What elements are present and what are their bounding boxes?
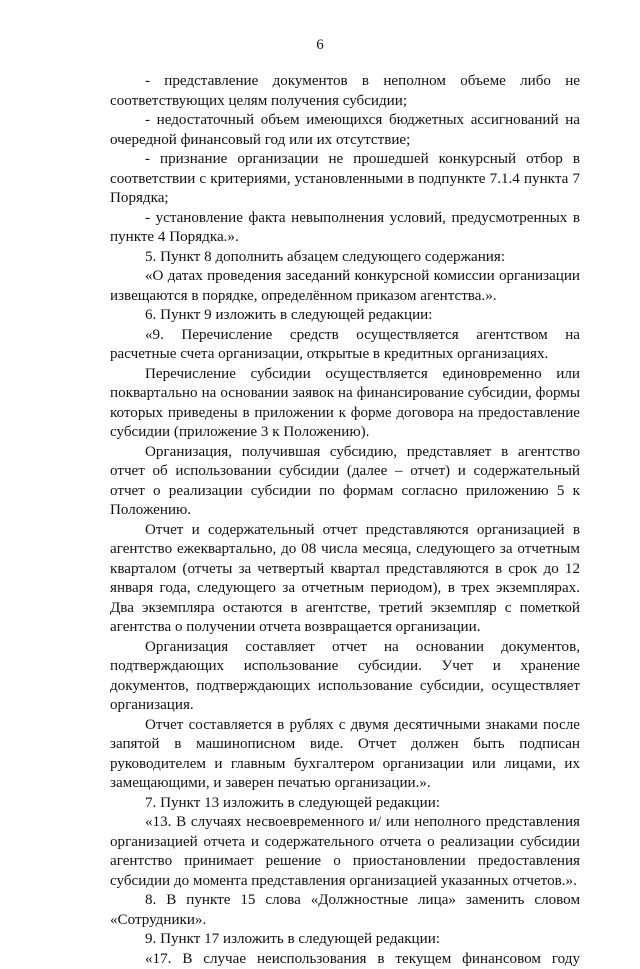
paragraph-8: «9. Перечисление средств осуществляется агентством на расчетные счета организации, открытые в кредитных организациях. <box>110 326 580 365</box>
paragraph-7: 6. Пункт 9 изложить в следующей редакции: <box>110 306 580 326</box>
page-number: 6 <box>0 36 640 54</box>
paragraph-6: «О датах проведения заседаний конкурсной комиссии организации извещаются в порядке, определённом приказом агентства.». <box>110 267 580 306</box>
paragraph-5: 5. Пункт 8 дополнить абзацем следующего содержания: <box>110 248 580 268</box>
paragraph-11: Отчет и содержательный отчет представляются организацией в агентство ежеквартально, до 08 числа месяца, следующего за отчетным кварталом (отчеты за четвертый квартал представляются в срок до 12 января года, следующего за отчетным периодом), в трех экземплярах. Два экземпляра остаются в агентстве, третий экземпляр с пометкой агентства о получении отчета возвращается организации. <box>110 521 580 638</box>
paragraph-3: - признание организации не прошедшей конкурсный отбор в соответствии с критериями, установленными в подпункте 7.1.4 пункта 7 Порядка; <box>110 150 580 209</box>
paragraph-13: Отчет составляется в рублях с двумя десятичными знаками после запятой в машинописном виде. Отчет должен быть подписан руководителем и главным бухгалтером организации или лицами, их замещающими, и заверен печатью организации.». <box>110 716 580 794</box>
paragraph-10: Организация, получившая субсидию, представляет в агентство отчет об использовании субсидии (далее – отчет) и содержательный отчет о реализации субсидии по формам согласно приложению 5 к Положению. <box>110 443 580 521</box>
document-body <box>110 72 580 969</box>
paragraph-12: Организация составляет отчет на основании документов, подтверждающих использование субсидии. Учет и хранение документов, подтверждающих использование субсидии, осуществляет организация. <box>110 638 580 716</box>
paragraph-17: 9. Пункт 17 изложить в следующей редакции: <box>110 930 580 950</box>
paragraph-4: - установление факта невыполнения условий, предусмотренных в пункте 4 Порядка.». <box>110 209 580 248</box>
paragraph-18: «17. В случае неиспользования в текущем финансовом году <box>110 950 580 969</box>
paragraph-16: 8. В пункте 15 слова «Должностные лица» заменить словом «Сотрудники». <box>110 891 580 930</box>
paragraph-15: «13. В случаях несвоевременного и/ или неполного представления организацией отчета и содержательного отчета о реализации субсидии агентство принимает решение о приостановлении предоставления субсидии до момента представления организацией указанных отчетов.». <box>110 813 580 891</box>
paragraph-9: Перечисление субсидии осуществляется единовременно или поквартально на основании заявок на финансирование субсидии, формы которых приведены в приложении к форме договора на предоставление субсидии (приложение 3 к Положению). <box>110 365 580 443</box>
paragraph-2: - недостаточный объем имеющихся бюджетных ассигнований на очередной финансовый год или их отсутствие; <box>110 111 580 150</box>
paragraph-14: 7. Пункт 13 изложить в следующей редакции: <box>110 794 580 814</box>
paragraph-1: - представление документов в неполном объеме либо не соответствующих целям получения субсидии; <box>110 72 580 111</box>
